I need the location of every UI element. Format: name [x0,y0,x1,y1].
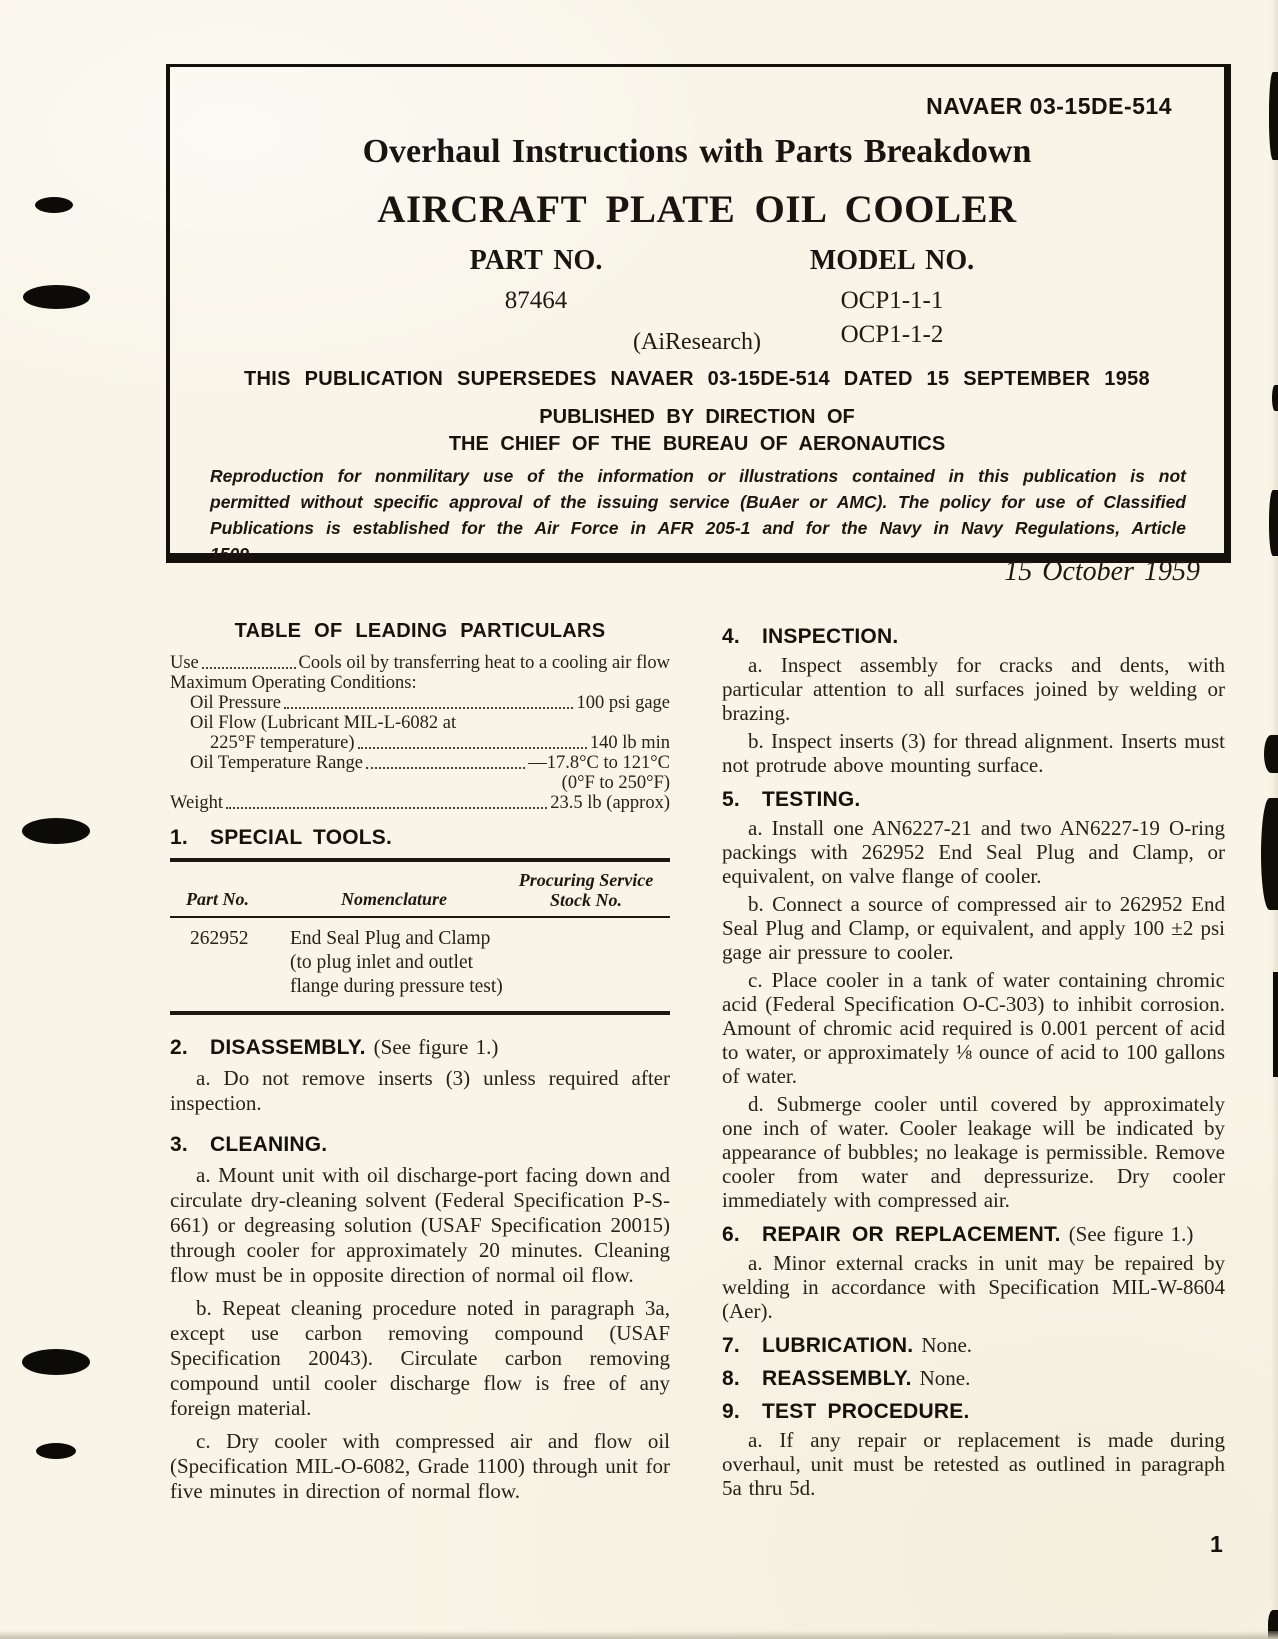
particulars-row [170,693,670,713]
heading-note: (See figure 1.) [373,1035,499,1059]
particular-label: Oil Temperature Range [190,753,364,773]
particular-value: —17.8°C to 121°C [528,753,670,773]
dot-leader [366,767,525,769]
dot-leader [202,667,296,669]
paragraph: a. Install one AN6227-21 and two AN6227-19 O-ring packings with 262952 End Seal Plug and Clamp, or equivalent, on valve flange of cooler. [722,816,1225,888]
heading-note: (See figure 1.) [1068,1222,1194,1246]
model-number-value: OCP1-1-1 [840,287,944,314]
punch-hole [23,285,90,309]
leading-particulars-title: TABLE OF LEADING PARTICULARS [234,620,606,642]
particulars-row [170,653,670,673]
part-number-value: 87464 [504,287,568,314]
dot-leader [226,807,547,809]
column-header-part-no: Part No. [186,889,249,909]
punch-hole [36,1443,76,1459]
cell-stock-no [520,927,670,999]
column-header-line: Procuring Service [518,870,654,890]
paragraph: c. Place cooler in a tank of water containing chromic acid (Federal Specification O-C-303) to inhibit corrosion. Amount of chromic acid required is 0.001 percent of acid to water, or approximately ⅛ ounce of acid to 100 gallons of water. [722,968,1225,1088]
reproduction-notice: Reproduction for nonmilitary use of the information or illustrations contained in this publication is not permitted without specific approval of the issuing service (BuAer or AMC). The policy for use of Classified Publications is established for the Air Force in AFR 205-1 and for the Navy in Navy Regulations, Article 1509. [210,466,1186,564]
nomenclature-line: flange during pressure test) [290,976,503,997]
particular-label: Oil Pressure [190,693,281,713]
nomenclature-line: (to plug inlet and outlet [290,952,474,973]
title-box [166,64,1231,563]
equipment-title: AIRCRAFT PLATE OIL COOLER [377,188,1017,231]
special-tools-table [170,858,670,1015]
heading-text: 7. LUBRICATION. [722,1334,914,1357]
punch-hole [22,818,90,844]
paragraph: b. Connect a source of compressed air to 262952 End Seal Plug and Clamp, or equivalent, and apply 100 ±2 psi gage air pressure to cooler. [722,892,1225,964]
particular-value: (0°F to 250°F) [561,773,670,793]
heading-text: 6. REPAIR OR REPLACEMENT. [722,1223,1061,1246]
paragraph: a. If any repair or replacement is made during overhaul, unit must be retested as outlined in paragraph 5a thru 5d. [722,1428,1225,1500]
section-heading-testing: 5. TESTING. [722,788,861,811]
particulars-row [170,793,670,813]
particular-value: 100 psi gage [576,693,670,713]
section-heading-cleaning: 3. CLEANING. [170,1133,328,1156]
section-heading-reassembly [722,1366,1225,1391]
right-column [722,612,1225,1500]
published-by-line: THE CHIEF OF THE BUREAU OF AERONAUTICS [448,433,946,455]
scan-edge-artifact [1269,490,1278,556]
page-number: 1 [1210,1531,1223,1557]
part-number-block [416,245,656,317]
particulars-row [170,753,670,773]
heading-text: 2. DISASSEMBLY. [170,1036,366,1059]
dot-leader [284,707,574,709]
punch-hole [22,1349,90,1375]
particular-value: 23.5 lb (approx) [550,793,670,813]
punch-hole [35,197,73,213]
supersedes-notice: THIS PUBLICATION SUPERSEDES NAVAER 03-15DE-514 DATED 15 SEPTEMBER 1958 [244,368,1150,390]
particular-label: Maximum Operating Conditions: [170,673,417,693]
scan-edge-artifact [1272,385,1278,411]
particular-label: 225°F temperature) [210,733,355,753]
scan-edge-artifact [1261,798,1278,910]
particular-label: Use [170,653,199,673]
model-number-value: OCP1-1-2 [840,321,944,348]
paragraph: d. Submerge cooler until covered by approximately one inch of water. Cooler leakage will be indicated by appearance of bubbles; no leakage is permissible. Remove cooler from water and depressurize. Dry cooler immediately with compressed air. [722,1092,1225,1212]
section-heading-repair [722,1222,1225,1247]
cell-nomenclature [290,927,520,999]
publication-date: 15 October 1959 [1004,556,1200,587]
table-row [170,918,670,1011]
particular-value: Cools oil by transferring heat to a cooling air flow [298,653,670,673]
document-number: NAVAER 03-15DE-514 [926,93,1172,119]
published-by [170,404,1224,458]
column-header-stock-no [502,870,670,910]
particulars-row [170,733,670,753]
published-by-line: PUBLISHED BY DIRECTION OF [539,406,855,428]
paragraph: a. Inspect assembly for cracks and dents, with particular attention to all surfaces joined by welding or brazing. [722,653,1225,725]
left-column [170,612,670,1504]
scan-edge-artifact [1264,735,1278,773]
section-heading-special-tools: 1. SPECIAL TOOLS. [170,826,393,849]
particulars-row [170,773,670,793]
nomenclature-line: End Seal Plug and Clamp [290,928,491,949]
section-heading-disassembly [170,1035,670,1060]
paragraph: b. Repeat cleaning procedure noted in paragraph 3a, except use carbon removing compound (USAF Specification 20043). Circulate carbon removing compound until cooler discharge flow is free of any foreign material. [170,1296,670,1420]
heading-inline-text: None. [921,1333,973,1357]
scan-edge-artifact [1273,972,1278,1077]
particulars-row [170,673,670,693]
column-header-nomenclature: Nomenclature [341,889,447,909]
paragraph: a. Mount unit with oil discharge-port facing down and circulate dry-cleaning solvent (Federal Specification P-S-661) or degreasing solution (USAF Specification 20015) through cooler for approximately 20 minutes. Cleaning flow must be in opposite direction of normal oil flow. [170,1163,670,1287]
paragraph: a. Minor external cracks in unit may be repaired by welding in accordance with Specification MIL-W-8604 (Aer). [722,1251,1225,1323]
paragraph: c. Dry cooler with compressed air and flow oil (Specification MIL-O-6082, Grade 1100) through unit for five minutes in direction of normal flow. [170,1429,670,1503]
particular-value: 140 lb min [589,733,670,753]
section-heading-inspection: 4. INSPECTION. [722,625,899,648]
scan-bottom-edge [0,1631,1278,1639]
document-title: Overhaul Instructions with Parts Breakdown [362,133,1032,170]
cell-part-no: 262952 [190,928,249,949]
manufacturer: (AiResearch) [633,329,761,355]
section-heading-lubrication [722,1333,1225,1358]
paragraph: b. Inspect inserts (3) for thread alignment. Inserts must not protrude above mounting surface. [722,729,1225,777]
dot-leader [358,747,587,749]
model-number-label: MODEL NO. [809,245,975,276]
table-header-row [170,862,670,918]
particular-label: Oil Flow (Lubricant MIL-L-6082 at [190,713,457,733]
scan-edge-artifact [1269,72,1278,160]
particulars-row [170,713,670,733]
section-heading-test-procedure: 9. TEST PROCEDURE. [722,1400,970,1423]
part-number-label: PART NO. [469,245,603,276]
heading-text: 8. REASSEMBLY. [722,1367,912,1390]
particular-label: Weight [170,793,223,813]
heading-inline-text: None. [919,1366,971,1390]
column-header-line: Stock No. [550,890,622,910]
paragraph: a. Do not remove inserts (3) unless required after inspection. [170,1066,670,1115]
